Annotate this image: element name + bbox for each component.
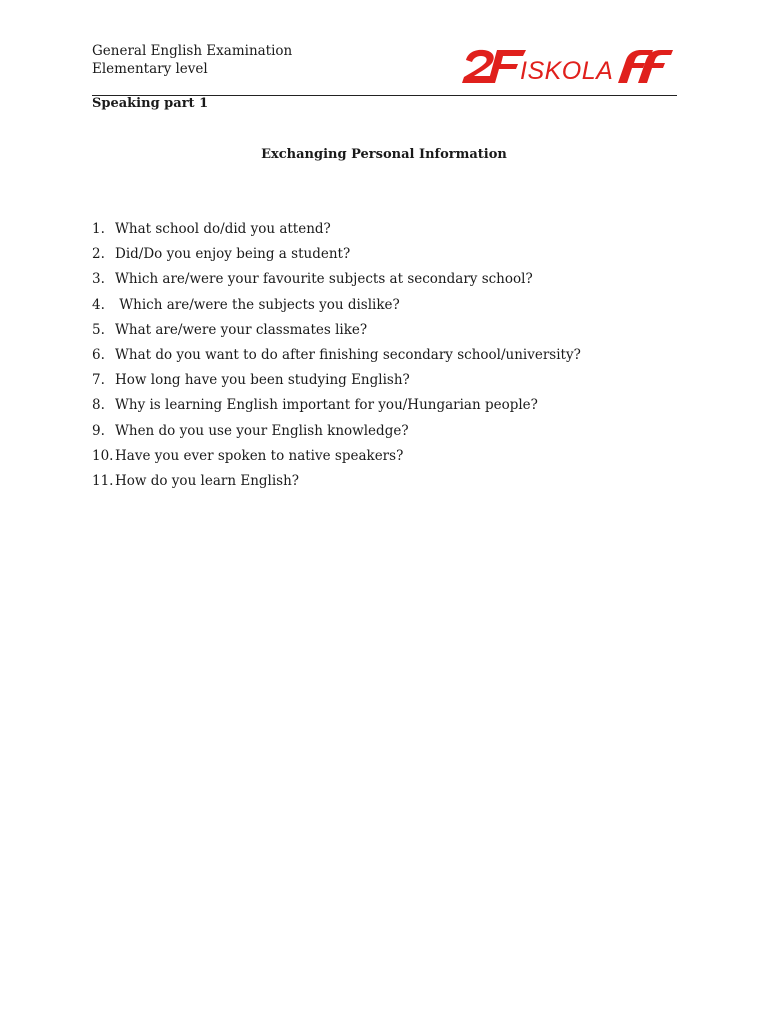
question-item [92,269,581,294]
question-number: 3. [92,271,105,288]
question-number: 5. [92,321,105,338]
question-number: 2. [92,246,105,263]
question-item [92,395,581,420]
svg-text:ISKOLA: ISKOLA [520,57,614,85]
exam-title: General English Examination [92,43,293,59]
document-title: Exchanging Personal Information [261,147,507,162]
document-header [92,42,292,78]
question-text: Which are/were the subjects you dislike? [115,296,400,313]
question-number: 10. [92,447,114,464]
question-text: What do you want to do after finishing secondary school/university? [115,346,581,363]
school-logo [462,46,676,86]
question-text: How do you learn English? [115,472,300,489]
question-text: When do you use your English knowledge? [115,422,409,439]
question-text: What are/were your classmates like? [115,321,368,338]
question-item [92,370,581,395]
section-heading: Speaking part 1 [92,96,209,111]
question-item [92,295,581,320]
question-text: What school do/did you attend? [115,221,331,237]
question-item [92,244,581,269]
question-list [92,219,581,496]
question-item [92,446,581,471]
question-number: 9. [92,422,105,439]
question-text: Why is learning English important for you/Hungarian people? [115,397,538,414]
question-number: 4. [92,296,105,313]
exam-level: Elementary level [92,61,208,77]
question-text: How long have you been studying English? [115,372,410,389]
question-item [92,471,581,496]
question-number: 11. [92,472,114,489]
question-item [92,345,581,370]
question-item [92,421,581,446]
question-item [92,320,581,345]
question-number: 8. [92,397,105,414]
question-text: Did/Do you enjoy being a student? [115,246,351,263]
question-text: Have you ever spoken to native speakers? [115,447,404,464]
question-number: 7. [92,372,105,389]
question-number: 6. [92,346,105,363]
question-number: 1. [92,221,105,237]
question-text: Which are/were your favourite subjects at secondary school? [115,271,533,288]
question-item [92,219,581,244]
